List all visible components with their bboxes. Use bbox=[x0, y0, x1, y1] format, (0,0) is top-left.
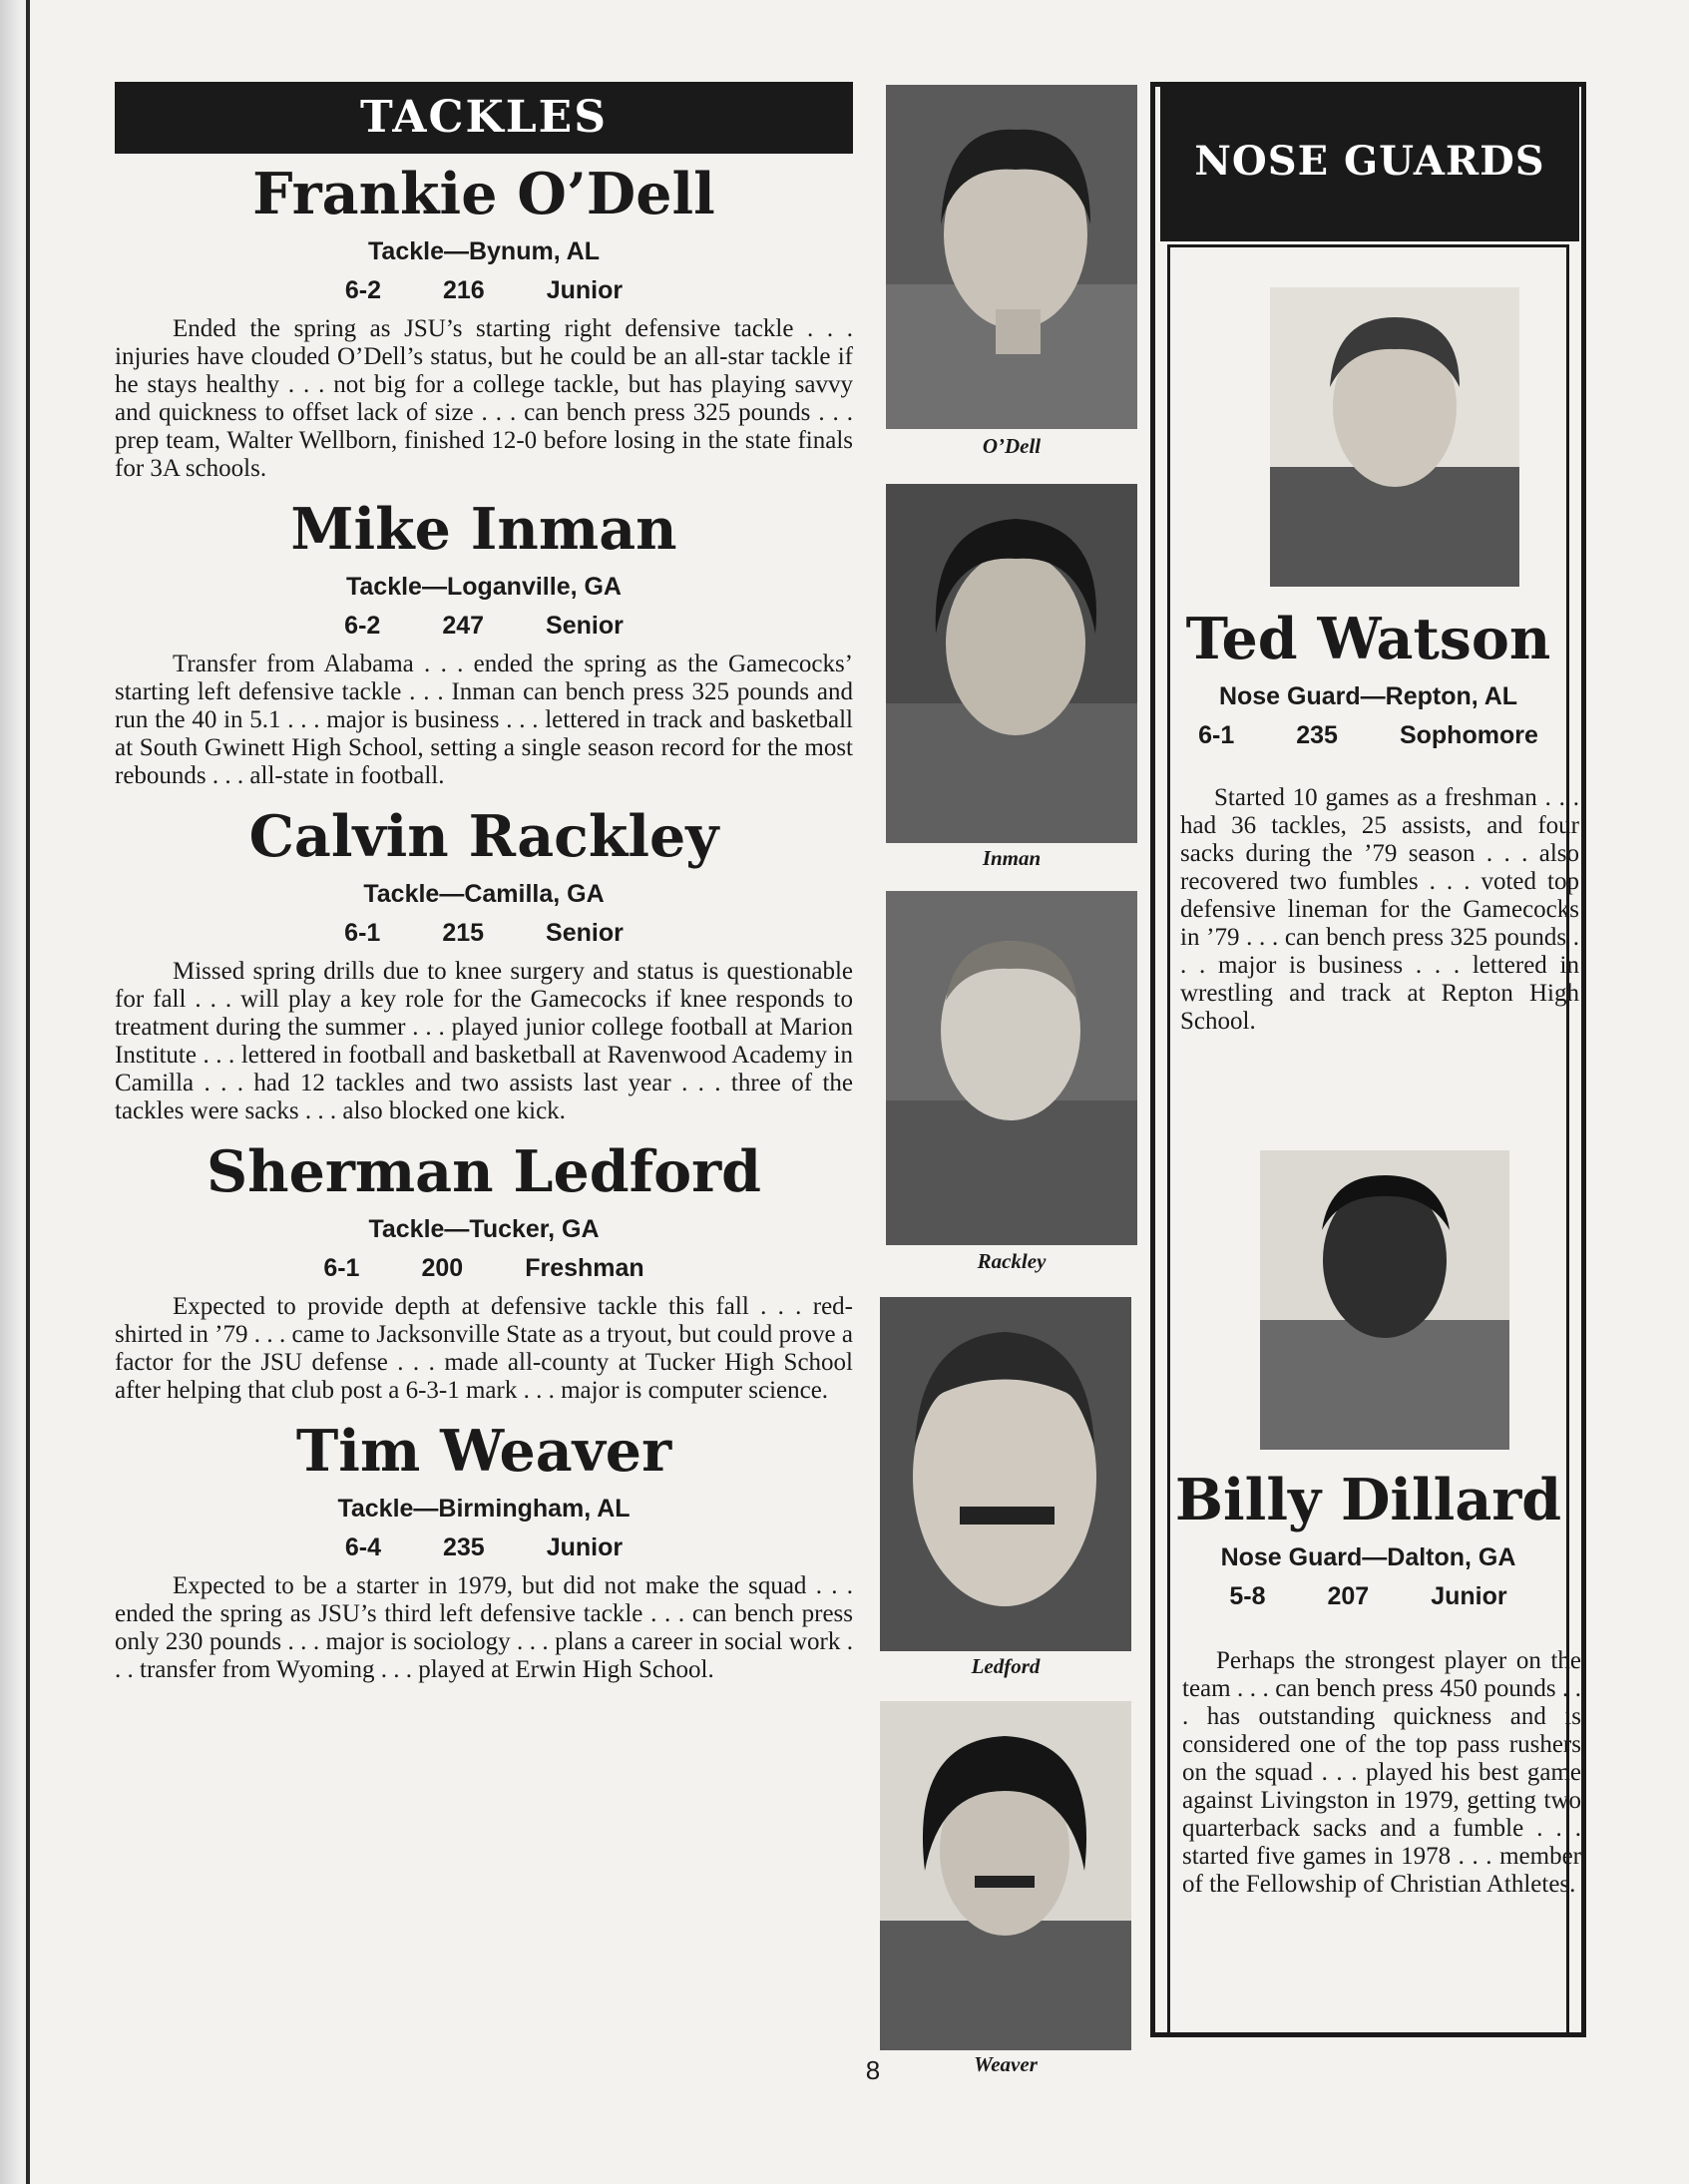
player-bio: Ended the spring as JSU’s starting right defensive tackle . . . injuries have clouded O’Dell’s status, but he could be an all-star tackle if he stays healthy . . . not big for a college tackle, but has playing savvy and quickness to offset lack of size . . . can bench press 325 pounds . . . prep team, Walter Wellborn, finished 12-0 before losing in the state finals for 3A schools. bbox=[115, 315, 853, 482]
player-bio: Missed spring drills due to knee surgery and status is questionable for fall . . . will play a key role for the Gamecocks if knee responds to treatment during the summer . . . played junior college football at Marion Institute . . . lettered in football and basketball at Ravenwood Academy in Camilla . . . had 12 tackles and two assists last year . . . three of the tackles were sacks . . . also blocked one kick. bbox=[115, 958, 853, 1124]
player-position: Nose Guard—Dalton, GA bbox=[1220, 1543, 1516, 1571]
player-class: Junior bbox=[1431, 1582, 1507, 1610]
player-position: Tackle—Birmingham, AL bbox=[337, 1495, 631, 1523]
photo-caption-rackley: Rackley bbox=[977, 1249, 1047, 1273]
player-class: Senior bbox=[546, 612, 624, 640]
player-inman bbox=[115, 493, 853, 790]
player-height: 6-4 bbox=[344, 1533, 381, 1561]
player-position: Tackle—Bynum, AL bbox=[368, 237, 600, 265]
player-bio: Transfer from Alabama . . . ended the spring as the Gamecocks’ starting left defensive tackle . . . Inman can bench press 325 pounds and run the 40 in 5.1 . . . major is business . . . lettered in track and basketball at South Gwinett High School, setting a single season record for the most rebounds . . . all-state in football. bbox=[115, 651, 853, 789]
player-position: Tackle—Tucker, GA bbox=[368, 1215, 600, 1243]
tackles-heading: TACKLES bbox=[115, 82, 853, 154]
player-height: 6-1 bbox=[1198, 721, 1235, 749]
photo-watson bbox=[1270, 287, 1519, 587]
photo-caption-weaver: Weaver bbox=[974, 2052, 1038, 2076]
page-binding-edge bbox=[26, 0, 30, 2184]
photo-inman bbox=[886, 484, 1137, 843]
player-stats bbox=[115, 914, 853, 952]
player-bio: Expected to provide depth at defensive tackle this fall . . . red-shirted in ’79 . . . came to Jacksonville State as a tryout, but could prove a factor for the JSU defense . . . made all-county at Tucker High School after helping that club post a 6-3-1 mark . . . major is computer science. bbox=[115, 1293, 853, 1404]
player-position: Tackle—Loganville, GA bbox=[345, 573, 622, 601]
photo-caption-inman: Inman bbox=[982, 846, 1042, 870]
player-bio: Expected to be a starter in 1979, but did not make the squad . . . ended the spring as JSU’s third left defensive tackle . . . can bench press only 230 pounds . . . major is sociology . . . plans a career in social work . . . transfer from Wyoming . . . played at Erwin High School. bbox=[115, 1572, 853, 1683]
player-height: 6-1 bbox=[323, 1254, 360, 1282]
nose-guards-heading: NOSE GUARDS bbox=[1160, 82, 1579, 241]
player-stats bbox=[115, 271, 853, 309]
player-name: Calvin Rackley bbox=[248, 803, 719, 870]
player-class: Sophomore bbox=[1399, 721, 1538, 749]
player-weight: 216 bbox=[443, 276, 485, 304]
player-odell bbox=[115, 158, 853, 483]
photo-rackley bbox=[886, 891, 1137, 1245]
player-class: Senior bbox=[546, 919, 624, 947]
photo-caption-odell: O’Dell bbox=[982, 434, 1042, 458]
page-number: 8 bbox=[865, 2055, 881, 2085]
photo-caption-ledford: Ledford bbox=[971, 1654, 1041, 1678]
player-weight: 215 bbox=[442, 919, 485, 947]
player-height: 6-2 bbox=[344, 612, 381, 640]
player-weight: 235 bbox=[1296, 721, 1338, 749]
player-height: 6-2 bbox=[344, 276, 381, 304]
player-weight: 200 bbox=[421, 1254, 464, 1282]
player-stats bbox=[1167, 716, 1569, 754]
player-class: Junior bbox=[546, 276, 624, 304]
player-rackley bbox=[115, 800, 853, 1125]
photo-weaver bbox=[880, 1701, 1131, 2050]
player-name: Mike Inman bbox=[290, 496, 677, 563]
photo-odell bbox=[886, 85, 1137, 429]
player-bio-dillard: Perhaps the strongest player on the team . . . can bench press 450 pounds . . . has outstanding quickness and is considered one of the top pass rushers on the squad . . . played his best game against Livingston in 1979, getting two quarterback sacks and a fumble . . . started five games in 1978 . . . member of the Fellowship of Christian Athletes. bbox=[1182, 1647, 1581, 1898]
player-weight: 247 bbox=[442, 612, 485, 640]
player-name: Ted Watson bbox=[1185, 606, 1551, 672]
player-ledford bbox=[115, 1135, 853, 1405]
player-stats bbox=[115, 607, 853, 645]
player-height: 6-1 bbox=[344, 919, 381, 947]
player-weaver bbox=[115, 1415, 853, 1684]
player-height: 5-8 bbox=[1229, 1582, 1266, 1610]
player-position: Tackle—Camilla, GA bbox=[363, 880, 605, 908]
player-class: Freshman bbox=[525, 1254, 644, 1282]
player-class: Junior bbox=[546, 1533, 624, 1561]
player-name: Sherman Ledford bbox=[206, 1138, 762, 1205]
player-dillard bbox=[1167, 1464, 1569, 1615]
photo-dillard bbox=[1260, 1150, 1509, 1450]
player-name: Tim Weaver bbox=[295, 1418, 672, 1485]
player-stats bbox=[115, 1249, 853, 1287]
photo-ledford bbox=[880, 1297, 1131, 1651]
player-bio-watson: Started 10 games as a freshman . . . had 36 tackles, 25 assists, and four sacks during the ’79 season . . . also recovered two fumbles . . . voted top defensive lineman for the Gamecocks in ’79 . . . can bench press 325 pounds . . . major is business . . . lettered in wrestling and track at Repton High School. bbox=[1180, 784, 1579, 1035]
player-name: Frankie O’Dell bbox=[252, 161, 715, 227]
player-weight: 207 bbox=[1327, 1582, 1370, 1610]
player-watson bbox=[1167, 603, 1569, 754]
player-weight: 235 bbox=[443, 1533, 485, 1561]
player-name: Billy Dillard bbox=[1174, 1467, 1562, 1533]
player-stats bbox=[115, 1529, 853, 1566]
tackles-column bbox=[115, 82, 853, 2057]
player-stats bbox=[1167, 1577, 1569, 1615]
player-position: Nose Guard—Repton, AL bbox=[1218, 682, 1518, 710]
